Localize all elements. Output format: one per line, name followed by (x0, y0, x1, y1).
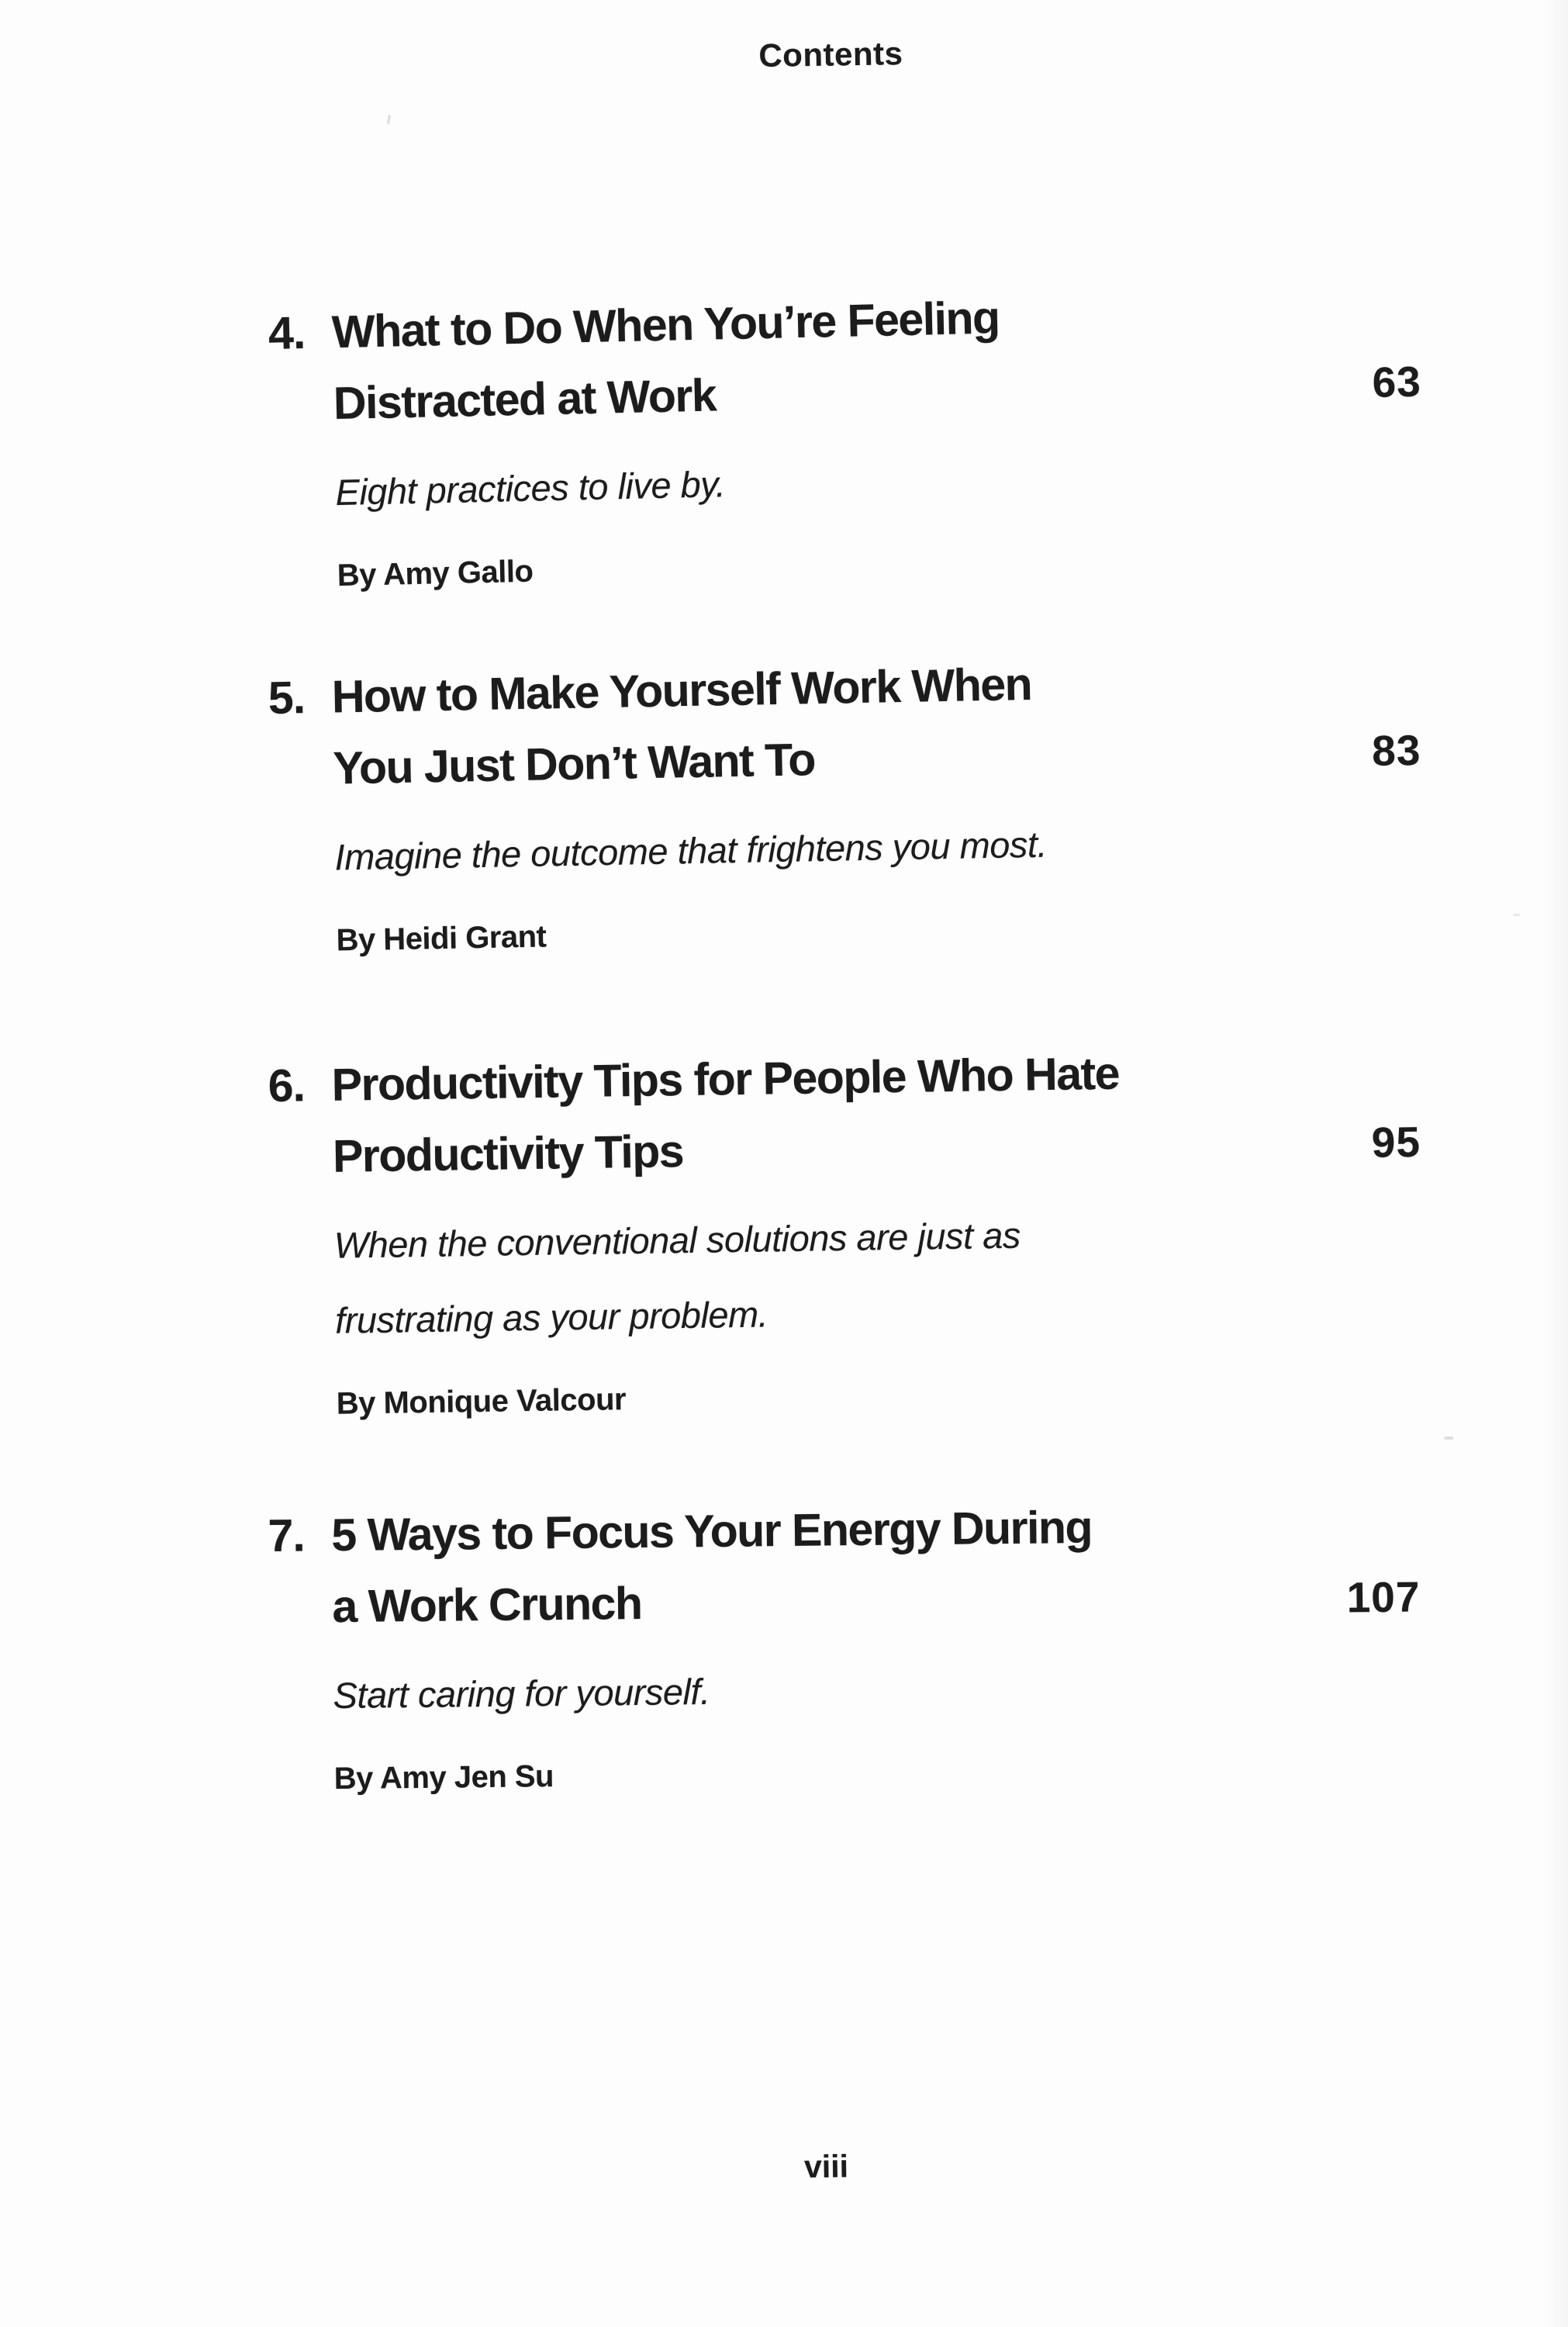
entry-subtitle (271, 799, 1451, 896)
entry-subtitle-line1: Imagine the outcome that frightens you most. (334, 823, 1048, 878)
entry-page-number: 83 (1371, 725, 1421, 775)
entry-subtitle (271, 430, 1451, 531)
entry-title (268, 1032, 1449, 1193)
entry-title (268, 641, 1449, 805)
toc-entry (268, 641, 1452, 963)
toc-entry (268, 272, 1452, 598)
entry-title-line1: Productivity Tips for People Who Hate (331, 1047, 1120, 1111)
scan-speck (387, 115, 391, 124)
entry-byline: By Amy Gallo (337, 554, 534, 593)
entry-title-line2: Distracted at Work (333, 369, 717, 430)
entry-subtitle-line2: frustrating as your problem. (334, 1293, 768, 1341)
entry-byline: By Heidi Grant (336, 919, 547, 958)
entry-title-line1: What to Do When You’re Feeling (331, 292, 1000, 358)
entry-page-number: 107 (1346, 1572, 1421, 1622)
scan-speck (1514, 914, 1520, 916)
entry-title (268, 272, 1449, 441)
page-title: Contents (758, 35, 903, 74)
entry-title-line1: How to Make Yourself Work When (331, 658, 1032, 723)
toc-entry (268, 1032, 1452, 1425)
entry-title-line1: 5 Ways to Focus Your Energy During (331, 1501, 1093, 1561)
entry-byline: By Monique Valcour (336, 1382, 627, 1421)
toc-entry (268, 1488, 1449, 1800)
folio-page-number: viii (803, 2148, 849, 2185)
entry-number: 4. (268, 306, 306, 359)
entry-subtitle-line1: Start caring for yourself. (333, 1671, 710, 1717)
entry-subtitle (270, 1191, 1451, 1359)
entry-number: 5. (268, 672, 306, 724)
entry-byline: By Amy Jen Su (333, 1759, 554, 1796)
entry-subtitle-line1: Eight practices to live by. (334, 463, 726, 513)
entry-page-number: 63 (1371, 357, 1422, 406)
entry-subtitle-line1: When the conventional solutions are just as (333, 1214, 1021, 1266)
entry-title-line2: a Work Crunch (332, 1577, 642, 1633)
entry-title-line2: Productivity Tips (332, 1125, 684, 1182)
entry-number: 7. (268, 1509, 306, 1561)
scan-speck (1444, 1437, 1453, 1440)
entry-page-number: 95 (1371, 1117, 1421, 1167)
entry-title (268, 1488, 1448, 1643)
entry-number: 6. (268, 1060, 306, 1112)
scan-edge-shade (1542, 0, 1568, 2327)
entry-subtitle (269, 1646, 1449, 1734)
entry-title-line2: You Just Don’t Want To (332, 734, 816, 794)
